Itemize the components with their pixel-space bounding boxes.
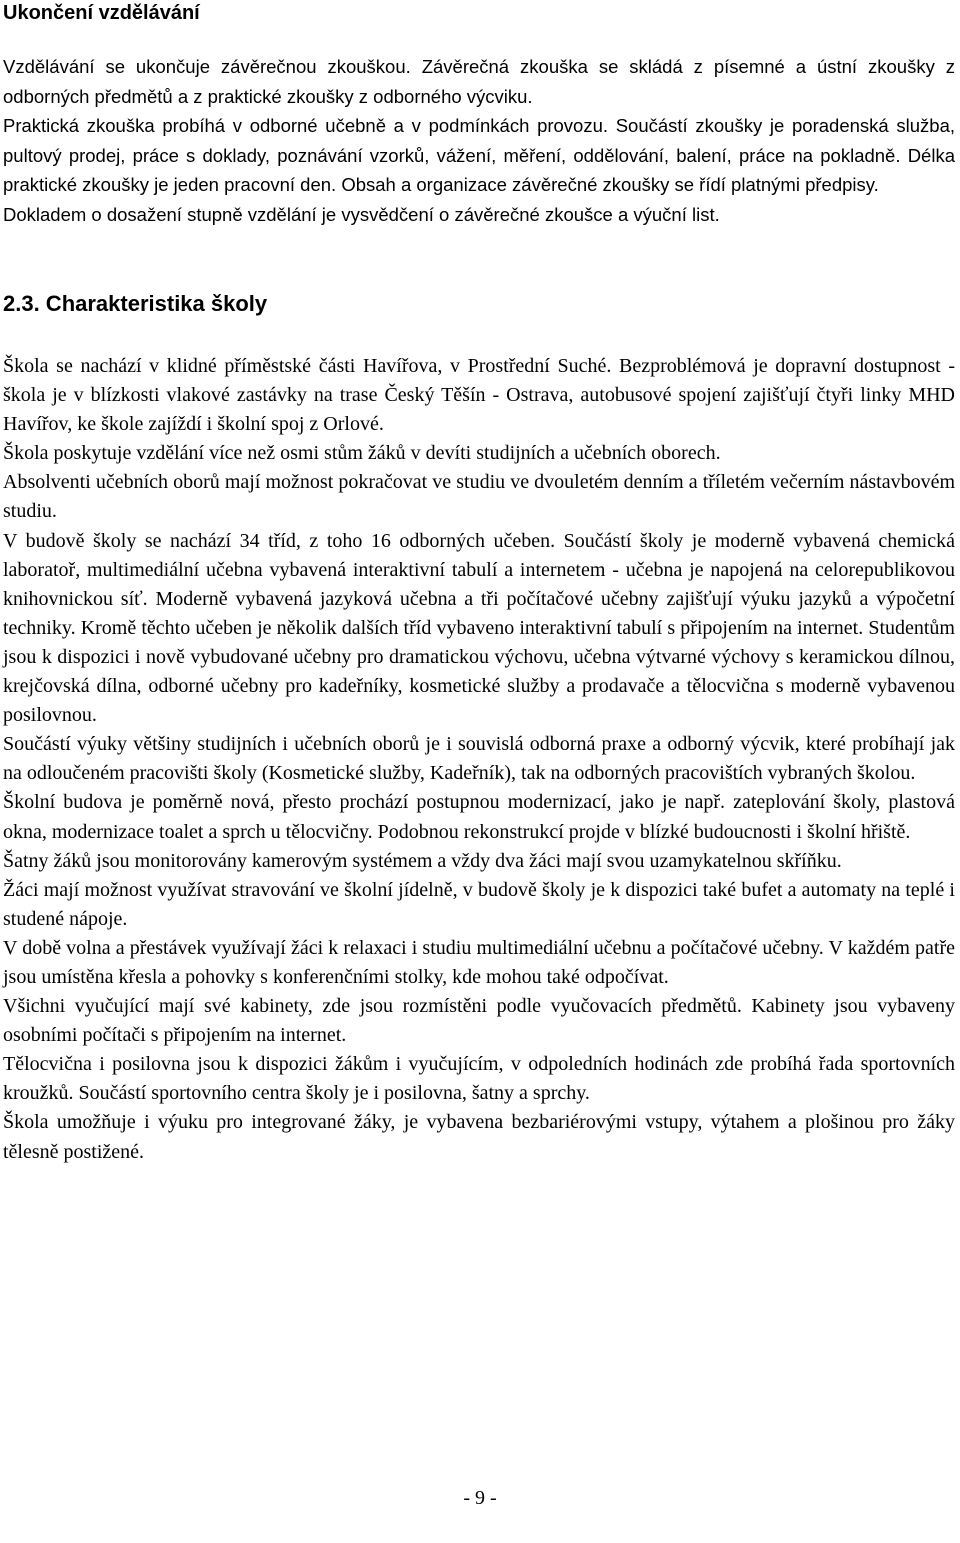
- section-body-charakteristika-skoly: [3, 352, 955, 1167]
- paragraph: Absolventi učebních oborů mají možnost pokračovat ve studiu ve dvouletém denním a tříletém večerním nástavbovém studiu.: [3, 471, 955, 523]
- paragraph: Praktická zkouška probíhá v odborné učebně a v podmínkách provozu. Součástí zkoušky je poradenská služba, pultový prodej, práce s doklady, poznávání vzorků, vážení, měření, oddělování, balení, práce na pokladně. Délka praktické zkoušky je jeden pracovní den. Obsah a organizace závěrečné zkoušky se řídí platnými předpisy.: [3, 115, 955, 195]
- paragraph: Součástí výuky většiny studijních i učebních oborů je i souvislá odborná praxe a odborný výcvik, které probíhají jak na odloučeném pracovišti školy (Kosmetické služby, Kadeřník), tak na odborných pracovištích vybraných školou.: [3, 733, 955, 785]
- paragraph: Dokladem o dosažení stupně vzdělání je vysvědčení o závěrečné zkoušce a výuční list.: [3, 203, 720, 225]
- paragraph: V době volna a přestávek využívají žáci k relaxaci i studiu multimediální učebnu a počítačové učebny. V každém patře jsou umístěna křesla a pohovky s konferenčními stolky, kde mohou také odpočívat.: [3, 936, 955, 988]
- paragraph: Škola se nachází v klidné příměstské části Havířova, v Prostřední Suché. Bezproblémová je dopravní dostupnost - škola je v blízkosti vlakové zastávky na trase Český Těšín - Ostrava, autobusové spojení zajišťují čtyři linky MHD Havířov, ke škole zajíždí i školní spoj z Orlové.: [3, 355, 955, 436]
- section-body-ukonceni-vzdelavani: [3, 52, 955, 229]
- paragraph: V budově školy se nachází 34 tříd, z toho 16 odborných učeben. Součástí školy je moderně vybavená chemická laboratoř, multimediální učebna vybavená interaktivní tabulí a internetem - učebna je napojená na celorepublikovou knihovnickou síť. Moderně vybavená jazyková učebna a tři počítačové učebny zajišťují výuku jazyků a výpočetní techniky. Kromě těchto učeben je několik dalších tříd vybaveno interaktivní tabulí s připojením na internet. Studentům jsou k dispozici i nově vybudované učebny pro dramatickou výchovu, učebna výtvarné výchovy s keramickou dílnou, krejčovská dílna, odborné učebny pro kadeřníky, kosmetické služby a prodavače a tělocvična s moderně vybavenou posilovnou.: [3, 529, 955, 727]
- paragraph: Škola umožňuje i výuku pro integrované žáky, je vybavena bezbariérovými vstupy, výtahem a plošinou pro žáky tělesně postižené.: [3, 1111, 955, 1163]
- paragraph: Škola poskytuje vzdělání více než osmi stům žáků v devíti studijních a učebních oborech.: [3, 442, 721, 465]
- paragraph: Vzdělávání se ukončuje závěrečnou zkouškou. Závěrečná zkouška se skládá z písemné a ústní zkoušky z odborných předmětů a z praktické zkoušky z odborného výcviku.: [3, 56, 955, 107]
- paragraph: Tělocvična i posilovna jsou k dispozici žákům i vyučujícím, v odpoledních hodinách zde probíhá řada sportovních kroužků. Součástí sportovního centra školy je i posilovna, šatny a sprchy.: [3, 1053, 955, 1105]
- paragraph: Šatny žáků jsou monitorovány kamerovým systémem a vždy dva žáci mají svou uzamykatelnou skříňku.: [3, 849, 842, 872]
- section-title-ukonceni-vzdelavani: Ukončení vzdělávání: [3, 2, 200, 24]
- section-title-charakteristika-skoly: 2.3. Charakteristika školy: [3, 291, 268, 316]
- paragraph: Žáci mají možnost využívat stravování ve školní jídelně, v budově školy je k dispozici také bufet a automaty na teplé i studené nápoje.: [3, 878, 955, 930]
- paragraph: Všichni vyučující mají své kabinety, zde jsou rozmístěni podle vyučovacích předmětů. Kabinety jsou vybaveny osobními počítači s připojením na internet.: [3, 995, 955, 1047]
- paragraph: Školní budova je poměrně nová, přesto prochází postupnou modernizací, jako je např. zateplování školy, plastová okna, modernizace toalet a sprch u tělocvičny. Podobnou rekonstrukcí projde v blízké budoucnosti i školní hřiště.: [3, 791, 955, 843]
- page-number: - 9 -: [463, 1487, 497, 1509]
